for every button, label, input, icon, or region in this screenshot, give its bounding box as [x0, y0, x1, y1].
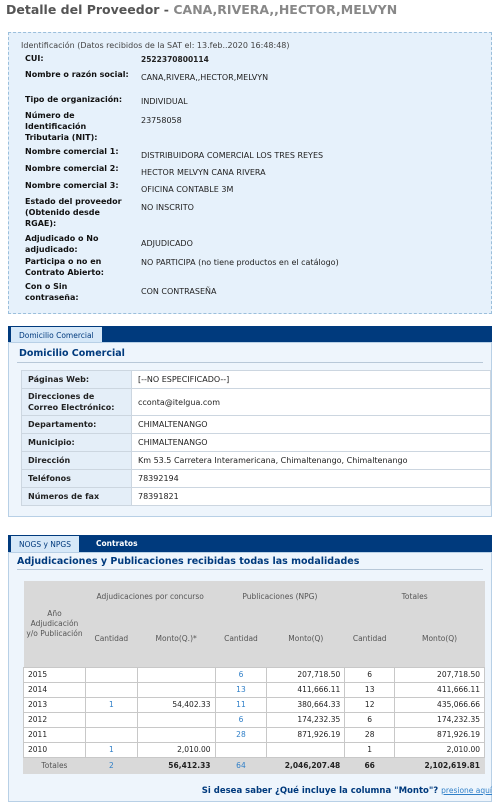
adj-amt-cell [137, 667, 215, 682]
adj-group-header: Adjudicaciones por concurso [85, 581, 215, 611]
tot-qty-cell: 12 [345, 697, 395, 712]
contrato-abierto-value: NO PARTICIPA (no tiene productos en el catálogo) [141, 258, 339, 267]
tot-amt-cell: 174,232.35 [395, 712, 485, 727]
identification-info: Identificación (Datos recibidos de la SAT el: 13.feb..2020 16:48:48) [21, 41, 290, 50]
tab-contratos[interactable]: Contratos [96, 539, 138, 548]
pub-group-header: Publicaciones (NPG) [215, 581, 345, 611]
nombre-comercial-1-label: Nombre comercial 1: [25, 147, 119, 156]
pub-qty-header: Cantidad [215, 611, 267, 667]
adjudicaciones-tabbar [8, 535, 492, 552]
tot-group-header: Totales [345, 581, 485, 611]
pub-qty-cell[interactable] [215, 742, 267, 757]
domicilio-heading: Domicilio Comercial [19, 348, 125, 359]
table-row [24, 697, 485, 712]
adj-qty-cell[interactable] [85, 682, 137, 697]
table-row [22, 416, 491, 434]
adjudicaciones-panel [8, 552, 492, 802]
totals-pub-amt: 2,046,207.48 [267, 757, 345, 773]
municipio-label: Municipio: [22, 434, 132, 452]
adj-qty-header: Cantidad [85, 611, 137, 667]
table-row [22, 389, 491, 416]
identification-panel [8, 32, 492, 314]
tot-qty-cell: 13 [345, 682, 395, 697]
tot-qty-header: Cantidad [345, 611, 395, 667]
year-cell: 2014 [24, 682, 86, 697]
municipio-value: CHIMALTENANGO [132, 434, 491, 452]
table-row [24, 667, 485, 682]
email-label: Direcciones de Correo Electrónico: [22, 389, 132, 416]
table-row [24, 742, 485, 757]
web-label: Páginas Web: [22, 371, 132, 389]
tot-qty-cell: 6 [345, 667, 395, 682]
table-header-row [24, 581, 485, 611]
tipo-org-label: Tipo de organización: [25, 95, 123, 104]
table-row [22, 452, 491, 470]
year-cell: 2011 [24, 727, 86, 742]
year-cell: 2013 [24, 697, 86, 712]
monto-help [202, 786, 492, 796]
totals-adj-qty[interactable]: 2 [85, 757, 137, 773]
table-row [24, 712, 485, 727]
totals-label: Totales [24, 757, 86, 773]
table-row [24, 727, 485, 742]
tot-amt-cell: 2,010.00 [395, 742, 485, 757]
adj-amt-header: Monto(Q.)* [137, 611, 215, 667]
table-subheader-row [24, 611, 485, 667]
nit-value: 23758058 [141, 116, 182, 125]
adj-qty-cell[interactable] [85, 727, 137, 742]
domicilio-divider [17, 362, 483, 363]
direccion-value: Km 53.5 Carretera Interamericana, Chimaltenango, Chimaltenango [132, 452, 491, 470]
adj-amt-cell [137, 712, 215, 727]
contrasena-value: CON CONTRASEÑA [141, 287, 217, 296]
pub-qty-cell[interactable]: 13 [215, 682, 267, 697]
year-cell: 2012 [24, 712, 86, 727]
web-value: [--NO ESPECIFICADO--] [132, 371, 491, 389]
email-value: cconta@itelgua.com [132, 389, 491, 416]
year-header: Año Adjudicación y/o Publicación [24, 581, 86, 667]
totals-tot-amt: 2,102,619.81 [395, 757, 485, 773]
fax-value: 78391821 [132, 488, 491, 506]
provider-name: CANA,RIVERA,,HECTOR,MELVYN [173, 2, 398, 17]
telefonos-label: Teléfonos [22, 470, 132, 488]
pub-amt-cell [267, 742, 345, 757]
pub-qty-cell[interactable]: 11 [215, 697, 267, 712]
table-row [22, 488, 491, 506]
direccion-label: Dirección [22, 452, 132, 470]
nombre-comercial-2-value: HECTOR MELVYN CANA RIVERA [141, 168, 266, 177]
pub-amt-cell: 871,926.19 [267, 727, 345, 742]
contrasena-label: Con o Sin contraseña: [25, 282, 79, 302]
year-cell: 2010 [24, 742, 86, 757]
nit-label: Número de Identificación Tributaria (NIT): [25, 111, 98, 142]
adj-amt-cell: 54,402.33 [137, 697, 215, 712]
razon-social-label: Nombre o razón social: [25, 70, 129, 79]
pub-amt-cell: 411,666.11 [267, 682, 345, 697]
tipo-org-value: INDIVIDUAL [141, 97, 188, 106]
nombre-comercial-2-label: Nombre comercial 2: [25, 164, 119, 173]
pub-qty-cell[interactable]: 6 [215, 712, 267, 727]
nombre-comercial-1-value: DISTRIBUIDORA COMERCIAL LOS TRES REYES [141, 151, 324, 160]
contrato-abierto-label: Participa o no en Contrato Abierto: [25, 257, 104, 277]
tab-nogs-npgs[interactable]: NOGS y NPGS [10, 535, 80, 552]
nombre-comercial-3-value: OFICINA CONTABLE 3M [141, 185, 234, 194]
tot-amt-cell: 411,666.11 [395, 682, 485, 697]
domicilio-panel [8, 342, 492, 517]
tot-qty-cell: 1 [345, 742, 395, 757]
adj-amt-cell [137, 727, 215, 742]
adjudicado-value: ADJUDICADO [141, 239, 193, 248]
monto-help-link[interactable]: presione aquí [441, 786, 492, 795]
domicilio-tabbar [8, 326, 492, 343]
adj-amt-cell: 2,010.00 [137, 742, 215, 757]
table-row [22, 371, 491, 389]
adj-qty-cell[interactable] [85, 667, 137, 682]
tot-qty-cell: 28 [345, 727, 395, 742]
adj-amt-cell [137, 682, 215, 697]
cui-label: CUI: [25, 54, 44, 63]
totals-tot-qty: 66 [345, 757, 395, 773]
domicilio-table [21, 370, 491, 506]
tot-amt-header: Monto(Q) [395, 611, 485, 667]
fax-label: Números de fax [22, 488, 132, 506]
year-cell: 2015 [24, 667, 86, 682]
cui-value: 2522370800114 [141, 55, 209, 64]
adjudicaciones-divider [17, 569, 483, 570]
adj-qty-cell[interactable] [85, 712, 137, 727]
table-row [22, 434, 491, 452]
nombre-comercial-3-label: Nombre comercial 3: [25, 181, 119, 190]
pub-amt-cell: 174,232.35 [267, 712, 345, 727]
razon-social-value: CANA,RIVERA,,HECTOR,MELVYN [141, 73, 269, 82]
table-row [24, 682, 485, 697]
pub-qty-cell[interactable]: 28 [215, 727, 267, 742]
estado-value: NO INSCRITO [141, 203, 194, 212]
tot-amt-cell: 435,066.66 [395, 697, 485, 712]
departamento-value: CHIMALTENANGO [132, 416, 491, 434]
adjudicaciones-heading: Adjudicaciones y Publicaciones recibidas todas las modalidades [17, 556, 360, 567]
table-row [22, 470, 491, 488]
adjudicado-label: Adjudicado o No adjudicado: [25, 234, 99, 254]
telefonos-value: 78392194 [132, 470, 491, 488]
estado-label: Estado del proveedor (Obtenido desde RGAE): [25, 197, 122, 228]
tot-qty-cell: 6 [345, 712, 395, 727]
page-title [6, 2, 397, 17]
tab-domicilio-comercial[interactable]: Domicilio Comercial [10, 326, 103, 343]
adjudicaciones-table [23, 581, 485, 774]
tot-amt-cell: 207,718.50 [395, 667, 485, 682]
adj-qty-cell[interactable]: 1 [85, 697, 137, 712]
totals-row [24, 757, 485, 773]
pub-amt-cell: 380,664.33 [267, 697, 345, 712]
pub-qty-cell[interactable]: 6 [215, 667, 267, 682]
pub-amt-header: Monto(Q) [267, 611, 345, 667]
monto-help-question: Si desea saber ¿Qué incluye la columna "Monto"? [201, 786, 439, 796]
page-title-label: Detalle del Proveedor - [6, 2, 174, 17]
totals-pub-qty[interactable]: 64 [215, 757, 267, 773]
totals-adj-amt: 56,412.33 [137, 757, 215, 773]
departamento-label: Departamento: [22, 416, 132, 434]
adj-qty-cell[interactable]: 1 [85, 742, 137, 757]
tot-amt-cell: 871,926.19 [395, 727, 485, 742]
pub-amt-cell: 207,718.50 [267, 667, 345, 682]
